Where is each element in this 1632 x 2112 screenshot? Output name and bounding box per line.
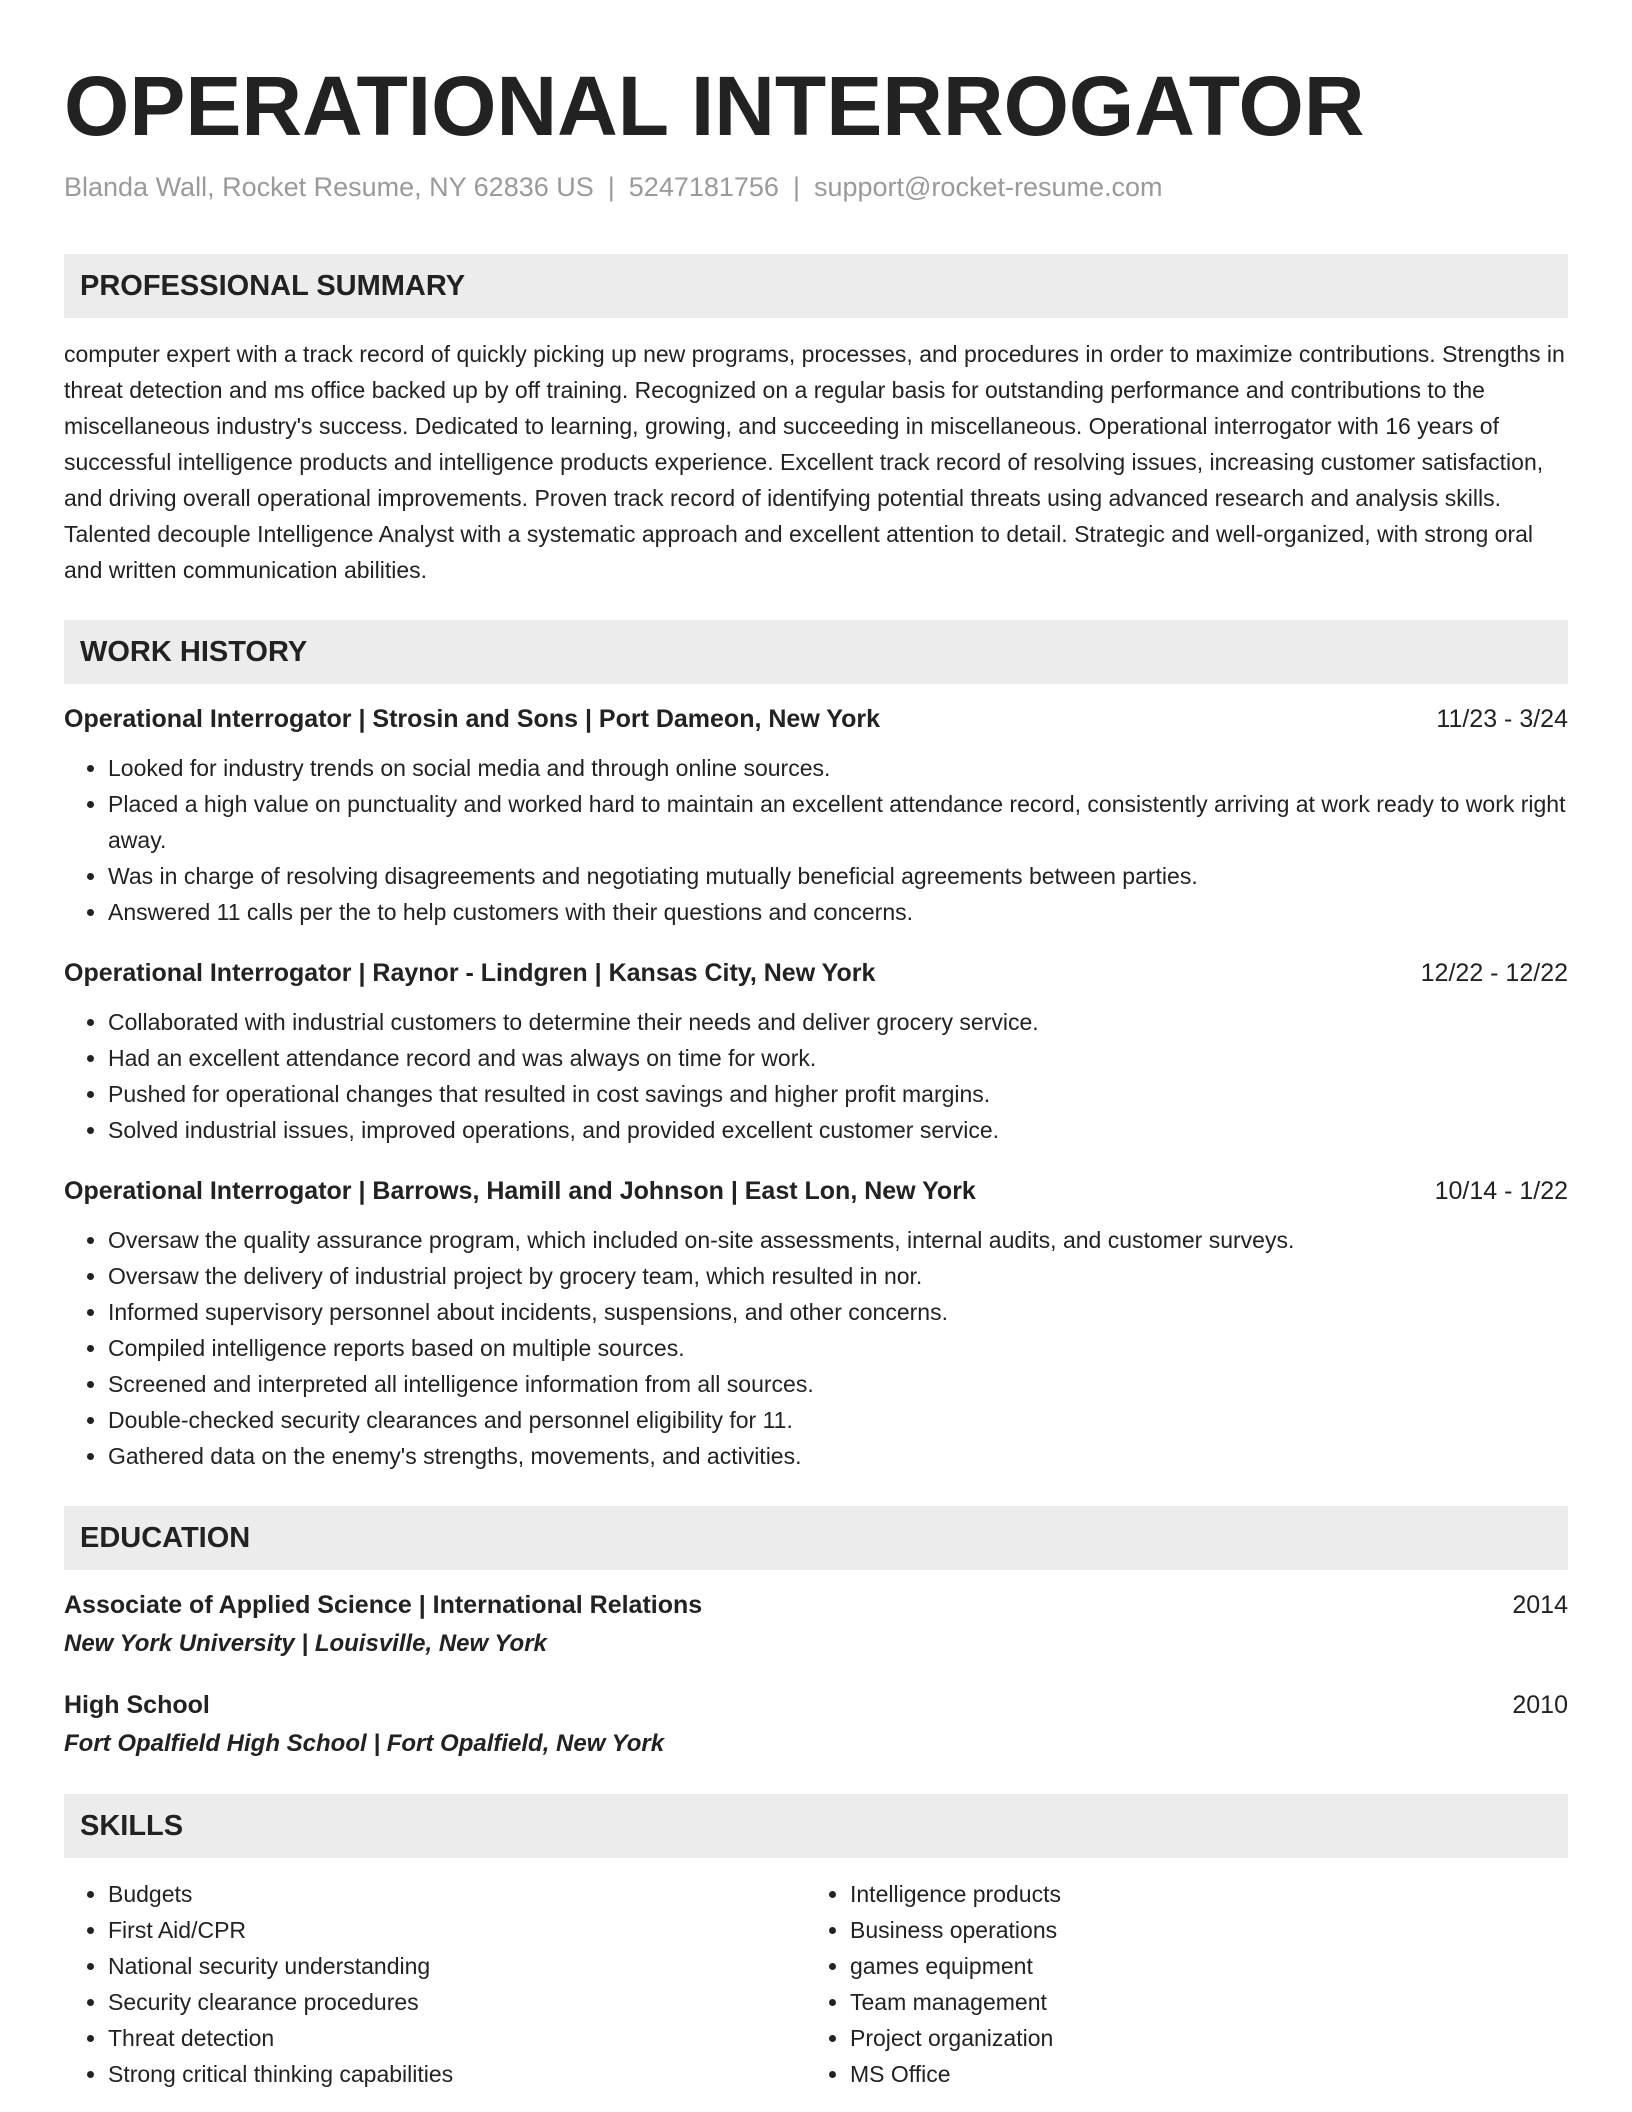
job-bullet: • Informed supervisory personnel about incidents, suspensions, and other concerns. xyxy=(108,1294,1568,1330)
skill-item: • First Aid/CPR xyxy=(108,1912,806,1948)
education-school: Fort Opalfield High School | Fort Opalfield, New York xyxy=(64,1730,665,1757)
contact-address: Blanda Wall, Rocket Resume, NY 62836 US xyxy=(64,172,594,202)
job-bullet: • Gathered data on the enemy's strengths, movements, and activities. xyxy=(108,1438,1568,1474)
skills-heading: SKILLS xyxy=(64,1794,1568,1858)
education-heading: EDUCATION xyxy=(64,1506,1568,1570)
job-bullet: • Pushed for operational changes that resulted in cost savings and higher profit margins. xyxy=(108,1076,1568,1112)
job-bullets xyxy=(64,1004,1568,1148)
job-bullets xyxy=(64,1222,1568,1474)
job-title: Operational Interrogator | Barrows, Hamill and Johnson | East Lon, New York xyxy=(64,1177,976,1205)
summary-heading: PROFESSIONAL SUMMARY xyxy=(64,254,1568,318)
education-year: 2014 xyxy=(1512,1591,1568,1619)
job-bullet: • Double-checked security clearances and personnel eligibility for 11. xyxy=(108,1402,1568,1438)
skills-column-left xyxy=(64,1876,806,2092)
skills-column-right xyxy=(806,1876,1548,2092)
education-entry xyxy=(64,1588,1568,1662)
job-dates: 11/23 - 3/24 xyxy=(1436,705,1568,733)
skill-item: • Team management xyxy=(850,1984,1548,2020)
job-entry xyxy=(64,1174,1568,1474)
job-bullet: • Oversaw the delivery of industrial project by grocery team, which resulted in nor. xyxy=(108,1258,1568,1294)
job-title: Operational Interrogator | Raynor - Lindgren | Kansas City, New York xyxy=(64,959,876,987)
job-entry xyxy=(64,956,1568,1148)
skill-item: • Project organization xyxy=(850,2020,1548,2056)
skill-item: • Business operations xyxy=(850,1912,1548,1948)
education-year: 2010 xyxy=(1512,1691,1568,1719)
skill-item: • Threat detection xyxy=(108,2020,806,2056)
job-header xyxy=(64,1174,1568,1208)
education-entry xyxy=(64,1688,1568,1762)
job-bullet: • Answered 11 calls per the to help customers with their questions and concerns. xyxy=(108,894,1568,930)
skill-item: • Intelligence products xyxy=(850,1876,1548,1912)
job-bullet: • Placed a high value on punctuality and worked hard to maintain an excellent attendance record, consistently arriving at work ready to work right away. xyxy=(108,786,1568,858)
contact-phone: 5247181756 xyxy=(628,172,779,202)
skill-item: • National security understanding xyxy=(108,1948,806,1984)
skill-item: • games equipment xyxy=(850,1948,1548,1984)
job-bullet: • Solved industrial issues, improved operations, and provided excellent customer service. xyxy=(108,1112,1568,1148)
skills-list xyxy=(64,1876,1568,2092)
job-header xyxy=(64,956,1568,990)
contact-separator: | xyxy=(607,172,615,202)
work-history-heading: WORK HISTORY xyxy=(64,620,1568,684)
contact-email: support@rocket-resume.com xyxy=(813,172,1163,202)
job-bullet: • Looked for industry trends on social media and through online sources. xyxy=(108,750,1568,786)
job-bullet: • Was in charge of resolving disagreements and negotiating mutually beneficial agreements between parties. xyxy=(108,858,1568,894)
skill-item: • Budgets xyxy=(108,1876,806,1912)
job-bullet: • Compiled intelligence reports based on multiple sources. xyxy=(108,1330,1568,1366)
education-school: New York University | Louisville, New York xyxy=(64,1630,547,1657)
job-header xyxy=(64,702,1568,736)
education-header xyxy=(64,1688,1568,1722)
contact-line xyxy=(64,170,1568,204)
skill-item: • Security clearance procedures xyxy=(108,1984,806,2020)
contact-separator: | xyxy=(792,172,800,202)
job-bullet: • Had an excellent attendance record and was always on time for work. xyxy=(108,1040,1568,1076)
skill-item: • Strong critical thinking capabilities xyxy=(108,2056,806,2092)
job-bullet: • Oversaw the quality assurance program, which included on-site assessments, internal audits, and customer surveys. xyxy=(108,1222,1568,1258)
job-bullet: • Collaborated with industrial customers to determine their needs and deliver grocery service. xyxy=(108,1004,1568,1040)
education-degree: High School xyxy=(64,1691,210,1719)
job-dates: 10/14 - 1/22 xyxy=(1434,1177,1568,1205)
job-entry xyxy=(64,702,1568,930)
education-header xyxy=(64,1588,1568,1622)
job-dates: 12/22 - 12/22 xyxy=(1420,959,1568,987)
skill-item: • MS Office xyxy=(850,2056,1548,2092)
resume-name: OPERATIONAL INTERROGATOR xyxy=(64,59,1365,153)
job-bullet: • Screened and interpreted all intelligence information from all sources. xyxy=(108,1366,1568,1402)
education-degree: Associate of Applied Science | International Relations xyxy=(64,1591,703,1619)
job-title: Operational Interrogator | Strosin and Sons | Port Dameon, New York xyxy=(64,705,880,733)
summary-text: computer expert with a track record of quickly picking up new programs, processes, and procedures in order to maximize contributions. Strengths in threat detection and ms office backed up by off training. Recognized on a regular basis for outstanding performance and contributions to the miscellaneous industry's success. Dedicated to learning, growing, and succeeding in miscellaneous. Operational interrogator with 16 years of successful intelligence products and intelligence products experience. Excellent track record of resolving issues, increasing customer satisfaction, and driving overall operational improvements. Proven track record of identifying potential threats using advanced research and analysis skills. Talented decouple Intelligence Analyst with a systematic approach and excellent attention to detail. Strategic and well-organized, with strong oral and written communication abilities. xyxy=(64,341,1565,583)
job-bullets xyxy=(64,750,1568,930)
